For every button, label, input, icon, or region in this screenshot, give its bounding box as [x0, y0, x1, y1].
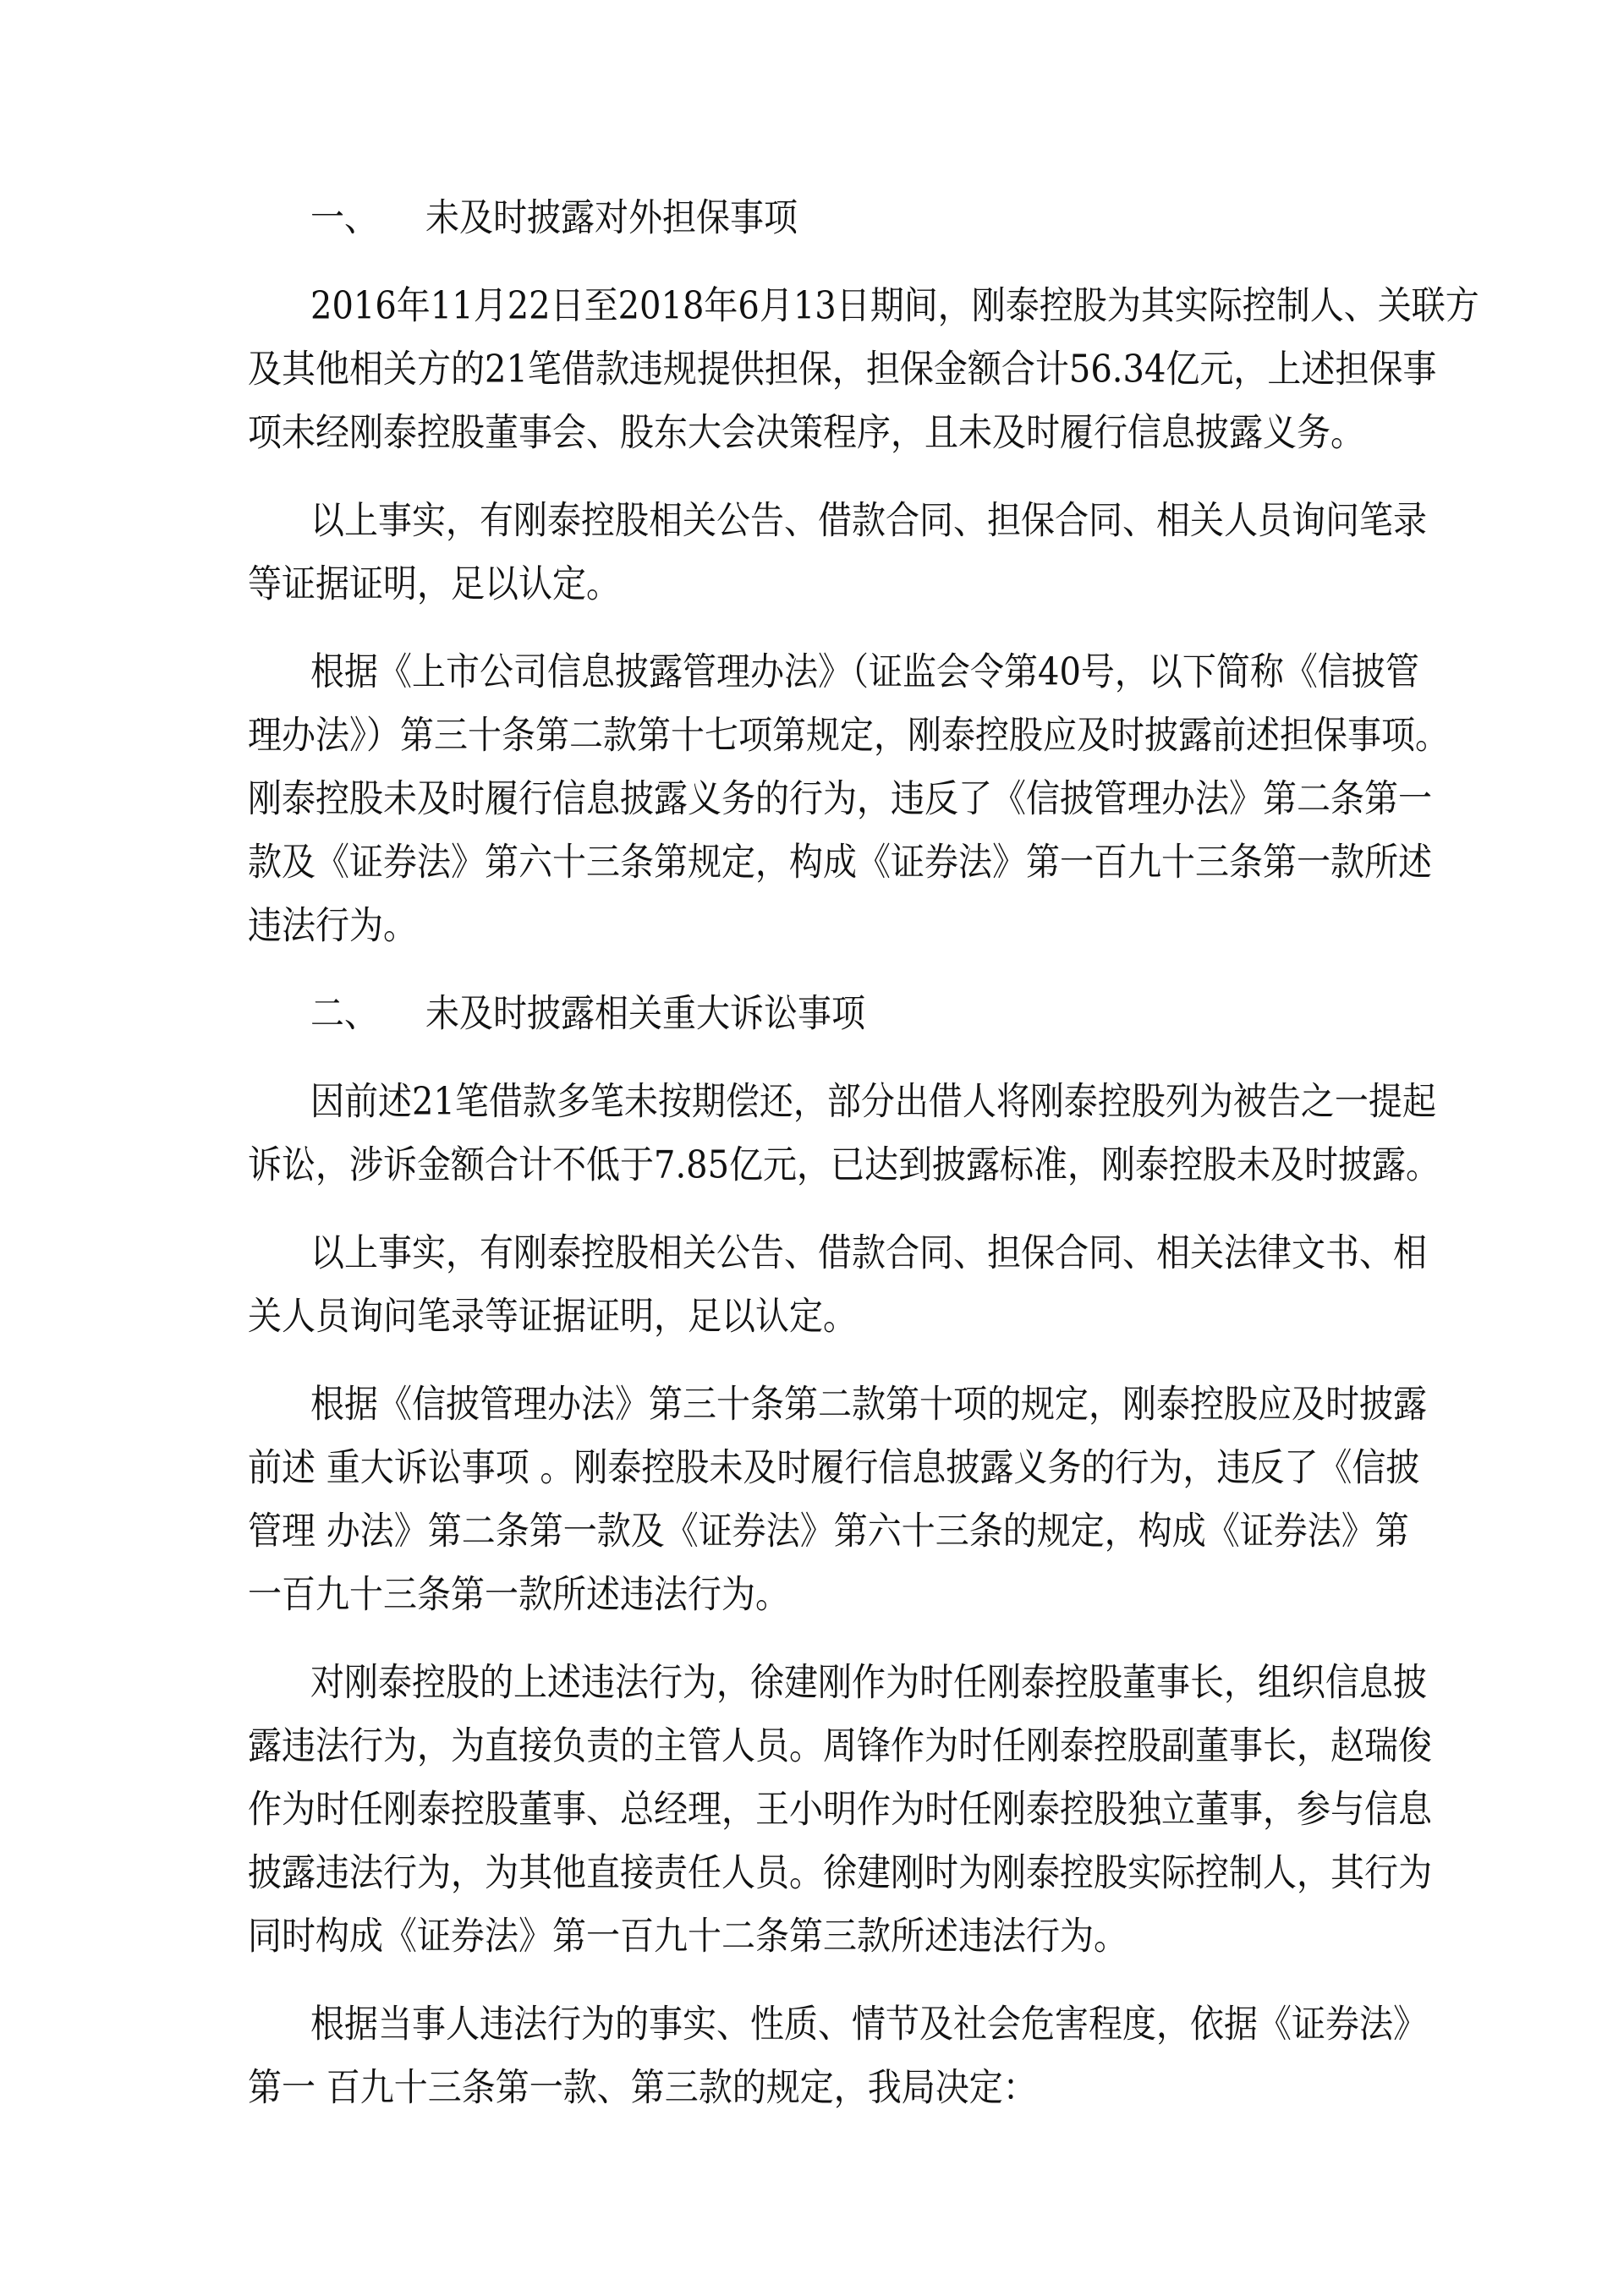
section-heading — [248, 983, 1387, 1046]
paragraph-line: 违法行为。 — [248, 904, 417, 948]
paragraph-line: 作为时任刚泰控股董事、总经理，王小明作为时任刚泰控股独立董事，参与信息 — [248, 1788, 1432, 1832]
paragraph — [248, 1071, 1440, 1197]
paragraph — [248, 275, 1479, 465]
paragraph — [248, 1652, 1432, 1969]
paragraph-line: 根据《上市公司信息披露管理办法》（证监会令第40号，以下简称《信披管 — [310, 650, 1419, 694]
paragraph-line: 根据当事人违法行为的事实、性质、情节及社会危害程度，依据《证券法》 — [310, 2003, 1427, 2047]
paragraph — [248, 1993, 1427, 2120]
paragraph-line: 露违法行为，为直接负责的主管人员。周锋作为时任刚泰控股副董事长，赵瑞俊 — [248, 1724, 1432, 1768]
paragraph-line: 对刚泰控股的上述违法行为，徐建刚作为时任刚泰控股董事长，组织信息披 — [310, 1661, 1427, 1705]
paragraph-line: 2016年11月22日至2018年6月13日期间，刚泰控股为其实际控制人、关联方 — [310, 284, 1479, 328]
section-number: 二、 — [310, 992, 378, 1036]
paragraph-line: 根据《信披管理办法》第三十条第二款第十项的规定，刚泰控股应及时披露 — [310, 1383, 1427, 1427]
paragraph-line: 关人员询问笔录等证据证明，足以认定。 — [248, 1295, 857, 1339]
paragraph-line: 第一 百九十三条第一款、第三款的规定，我局决定： — [248, 2066, 1037, 2110]
paragraph-line: 披露违法行为，为其他直接责任人员。徐建刚时为刚泰控股实际控制人，其行为 — [248, 1851, 1432, 1895]
paragraph — [248, 641, 1449, 958]
paragraph-line: 以上事实，有刚泰控股相关公告、借款合同、担保合同、相关人员询问笔录 — [310, 499, 1427, 543]
section-title: 未及时披露相关重大诉讼事项 — [425, 992, 865, 1036]
paragraph-line: 款及《证券法》第六十三条第规定，构成《证券法》第一百九十三条第一款所述 — [248, 841, 1432, 885]
paragraph-line: 以上事实，有刚泰控股相关公告、借款合同、担保合同、相关法律文书、相 — [310, 1231, 1427, 1275]
section-heading-line — [248, 979, 1387, 1050]
section-heading — [248, 187, 1387, 250]
section-title: 未及时披露对外担保事项 — [425, 196, 798, 240]
paragraph — [248, 490, 1427, 616]
paragraph — [248, 1373, 1427, 1627]
paragraph-line: 前述 重大诉讼事项 。刚泰控股未及时履行信息披露义务的行为，违反了《信披 — [248, 1446, 1420, 1490]
paragraph-line: 理办法》）第三十条第二款第十七项第规定，刚泰控股应及时披露前述担保事项。 — [248, 714, 1449, 758]
paragraph-line: 诉讼，涉诉金额合计不低于7.85亿元，已达到披露标准，刚泰控股未及时披露。 — [248, 1143, 1440, 1187]
section-number: 一、 — [310, 196, 378, 240]
section-heading-line — [248, 184, 1387, 255]
paragraph-line: 管理 办法》第二条第一款及《证券法》第六十三条的规定，构成《证券法》第 — [248, 1510, 1409, 1553]
paragraph-line: 一百九十三条第一款所述违法行为。 — [248, 1573, 789, 1617]
paragraph-line: 因前述21笔借款多笔未按期偿还，部分出借人将刚泰控股列为被告之一提起 — [310, 1080, 1436, 1124]
paragraph-line: 项未经刚泰控股董事会、股东大会决策程序，且未及时履行信息披露义务。 — [248, 411, 1364, 455]
paragraph-line: 同时构成《证券法》第一百九十二条第三款所述违法行为。 — [248, 1915, 1127, 1959]
paragraph — [248, 1222, 1427, 1349]
document-page — [248, 187, 1479, 2120]
paragraph-line: 刚泰控股未及时履行信息披露义务的行为，违反了《信披管理办法》第二条第一 — [248, 777, 1432, 821]
paragraph-line: 及其他相关方的21笔借款违规提供担保，担保金额合计56.34亿元，上述担保事 — [248, 348, 1437, 392]
paragraph-line: 等证据证明，足以认定。 — [248, 562, 620, 606]
